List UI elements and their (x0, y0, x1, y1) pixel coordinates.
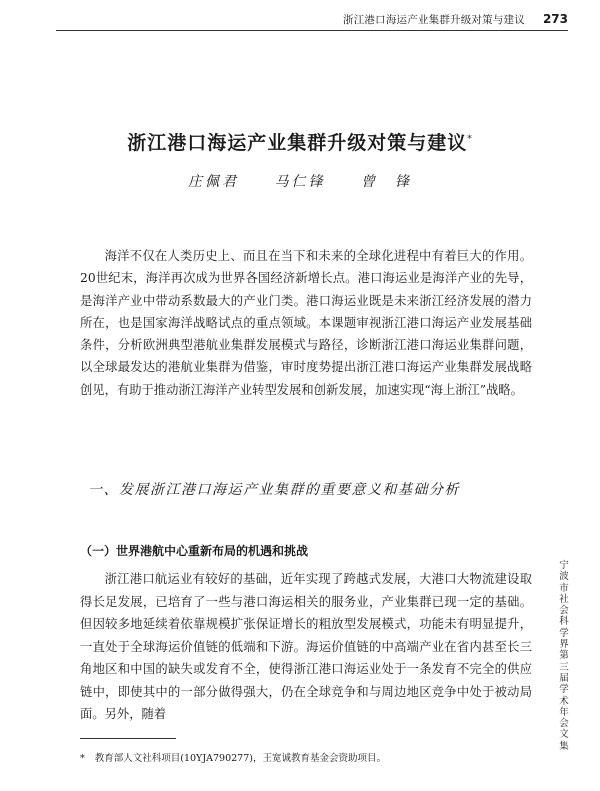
abstract-paragraph: 海洋不仅在人类历史上、而且在当下和未来的全球化进程中有着巨大的作用。20世纪末，海洋再次成为世界各国经济新增长点。港口海运业是海洋产业的先导，是海洋产业中带动系数最大的产业门类。港口海运业既是未来浙江经济发展的潜力所在，也是国家海洋战略试点的重点领域。本课题审视浙江港口海运产业发展基础条件，分析欧洲典型港航业集群发展模式与路径，诊断浙江港口海运业集群问题，以全球最发达的港航业集群为借鉴，审时度势提出浙江港口海运产业集群发展战略创见，有助于推动浙江海洋产业转型发展和创新发展，加速实现“海上浙江”战略。 (80, 249, 532, 397)
author-list (0, 171, 600, 191)
footnote-mark: * (80, 753, 85, 764)
footnote (80, 750, 386, 764)
footnote-rule (80, 738, 176, 739)
footnote-text: 教育部人文社科项目(10YJA790277)，王宽诚教育基金会资助项目。 (94, 753, 386, 764)
running-head (343, 8, 568, 30)
article-title (0, 128, 600, 155)
page-number: 273 (542, 12, 568, 26)
author-name: 曾 锋 (360, 174, 412, 190)
running-head-title: 浙江港口海运产业集群升级对策与建议 (343, 13, 525, 26)
author-name: 庄佩君 (188, 174, 240, 190)
side-collection-label: 宁波市社会科学界第三届学术年会文集 (559, 560, 569, 752)
subsection-heading: （一）世界港航中心重新布局的机遇和挑战 (80, 544, 309, 558)
title-footnote-mark: * (467, 134, 473, 145)
section-heading: 一、发展浙江港口海运产业集群的重要意义和基础分析 (88, 482, 460, 498)
header-rule (56, 30, 568, 31)
author-name: 马仁锋 (274, 174, 326, 190)
article-title-text: 浙江港口海运产业集群升级对策与建议 (127, 132, 468, 154)
body-paragraph: 浙江港口航运业有较好的基础，近年实现了跨越式发展，大港口大物流建设取得长足发展，已培育了一些与港口海运相关的服务业，产业集群已现一定的基础。但因较多地延续着依靠规模扩张保证增长的粗放型发展模式，功能未有明显提升，一直处于全球海运价值链的低端和下游。海运价值链的中高端产业在省内甚至长三角地区和中国的缺失或发育不全，使得浙江港口海运业处于一条发育不完全的供应链中，即使其中的一部分做得强大，仍在全球竞争和与周边地区竞争中处于被动局面。另外，随着 (80, 572, 532, 721)
